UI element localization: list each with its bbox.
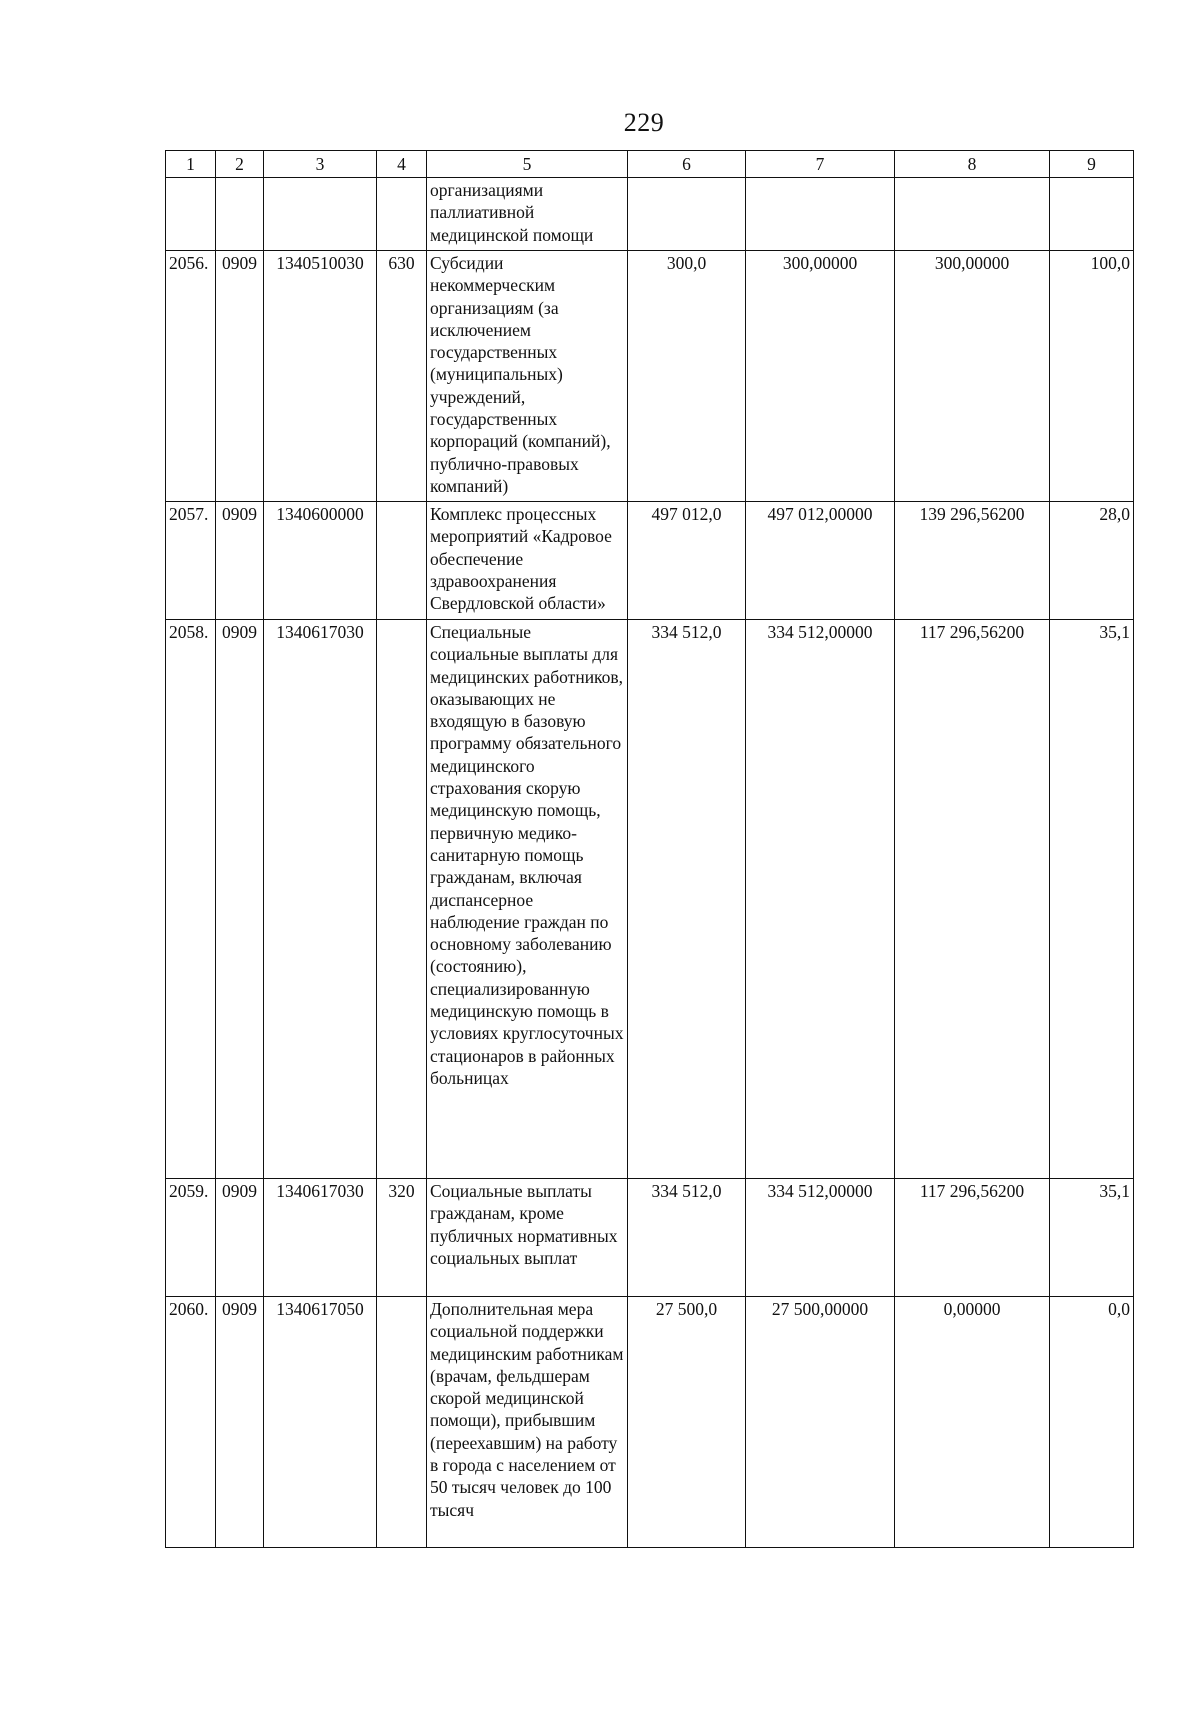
item-name: Комплекс процессных мероприятий «Кадровое обеспечение здравоохранения Свердловской области» <box>427 502 628 620</box>
target-code: 1340617030 <box>264 1179 377 1297</box>
target-code: 1340617030 <box>264 620 377 1179</box>
planned-amount: 300,0 <box>628 251 746 502</box>
section-code: 0909 <box>216 1297 264 1548</box>
item-name: Социальные выплаты гражданам, кроме публичных нормативных социальных выплат <box>427 1179 628 1297</box>
execution-percent: 35,1 <box>1050 1179 1134 1297</box>
table-row <box>166 251 1134 502</box>
execution-percent <box>1050 178 1134 251</box>
approved-amount: 300,00000 <box>746 251 895 502</box>
column-header: 5 <box>427 151 628 178</box>
execution-percent: 100,0 <box>1050 251 1134 502</box>
section-code: 0909 <box>216 620 264 1179</box>
planned-amount: 27 500,0 <box>628 1297 746 1548</box>
approved-amount: 27 500,00000 <box>746 1297 895 1548</box>
column-header: 4 <box>377 151 427 178</box>
planned-amount: 334 512,0 <box>628 1179 746 1297</box>
row-number: 2057. <box>166 502 216 620</box>
approved-amount <box>746 178 895 251</box>
table-row <box>166 1179 1134 1297</box>
execution-percent: 35,1 <box>1050 620 1134 1179</box>
execution-percent: 28,0 <box>1050 502 1134 620</box>
table-row <box>166 620 1134 1179</box>
row-number <box>166 178 216 251</box>
approved-amount: 334 512,00000 <box>746 1179 895 1297</box>
executed-amount: 117 296,56200 <box>895 620 1050 1179</box>
target-code: 1340617050 <box>264 1297 377 1548</box>
row-number: 2056. <box>166 251 216 502</box>
section-code <box>216 178 264 251</box>
table-header-row <box>166 151 1134 178</box>
section-code: 0909 <box>216 251 264 502</box>
planned-amount: 334 512,0 <box>628 620 746 1179</box>
executed-amount <box>895 178 1050 251</box>
executed-amount: 117 296,56200 <box>895 1179 1050 1297</box>
execution-percent: 0,0 <box>1050 1297 1134 1548</box>
page-number: 229 <box>623 108 665 137</box>
table-row <box>166 178 1134 251</box>
section-code: 0909 <box>216 1179 264 1297</box>
expense-type <box>377 620 427 1179</box>
expense-type <box>377 1297 427 1548</box>
expense-type <box>377 502 427 620</box>
budget-table <box>165 150 1134 1548</box>
table-row <box>166 502 1134 620</box>
approved-amount: 497 012,00000 <box>746 502 895 620</box>
row-number: 2058. <box>166 620 216 1179</box>
column-header: 6 <box>628 151 746 178</box>
table-row <box>166 1297 1134 1548</box>
target-code: 1340510030 <box>264 251 377 502</box>
expense-type <box>377 178 427 251</box>
target-code <box>264 178 377 251</box>
column-header: 3 <box>264 151 377 178</box>
column-header: 1 <box>166 151 216 178</box>
approved-amount: 334 512,00000 <box>746 620 895 1179</box>
column-header: 2 <box>216 151 264 178</box>
item-name: Субсидии некоммерческим организациям (за исключением государственных (муниципальных) учреждений, государственных корпораций (компаний), публично-правовых компаний) <box>427 251 628 502</box>
item-name: организациями паллиативной медицинской помощи <box>427 178 628 251</box>
executed-amount: 139 296,56200 <box>895 502 1050 620</box>
planned-amount <box>628 178 746 251</box>
column-header: 7 <box>746 151 895 178</box>
expense-type: 320 <box>377 1179 427 1297</box>
executed-amount: 0,00000 <box>895 1297 1050 1548</box>
row-number: 2060. <box>166 1297 216 1548</box>
item-name: Дополнительная мера социальной поддержки медицинским работникам (врачам, фельдшерам скорой медицинской помощи), прибывшим (переехавшим) на работу в города с населением от 50 тысяч человек до 100 тысяч <box>427 1297 628 1548</box>
column-header: 8 <box>895 151 1050 178</box>
expense-type: 630 <box>377 251 427 502</box>
row-number: 2059. <box>166 1179 216 1297</box>
item-name: Специальные социальные выплаты для медицинских работников, оказывающих не входящую в базовую программу обязательного медицинского страхования скорую медицинскую помощь, первичную медико-санитарную помощь гражданам, включая диспансерное наблюдение граждан по основному заболеванию (состоянию), специализированную медицинскую помощь в условиях круглосуточных стационаров в районных больницах <box>427 620 628 1179</box>
planned-amount: 497 012,0 <box>628 502 746 620</box>
column-header: 9 <box>1050 151 1134 178</box>
target-code: 1340600000 <box>264 502 377 620</box>
section-code: 0909 <box>216 502 264 620</box>
executed-amount: 300,00000 <box>895 251 1050 502</box>
